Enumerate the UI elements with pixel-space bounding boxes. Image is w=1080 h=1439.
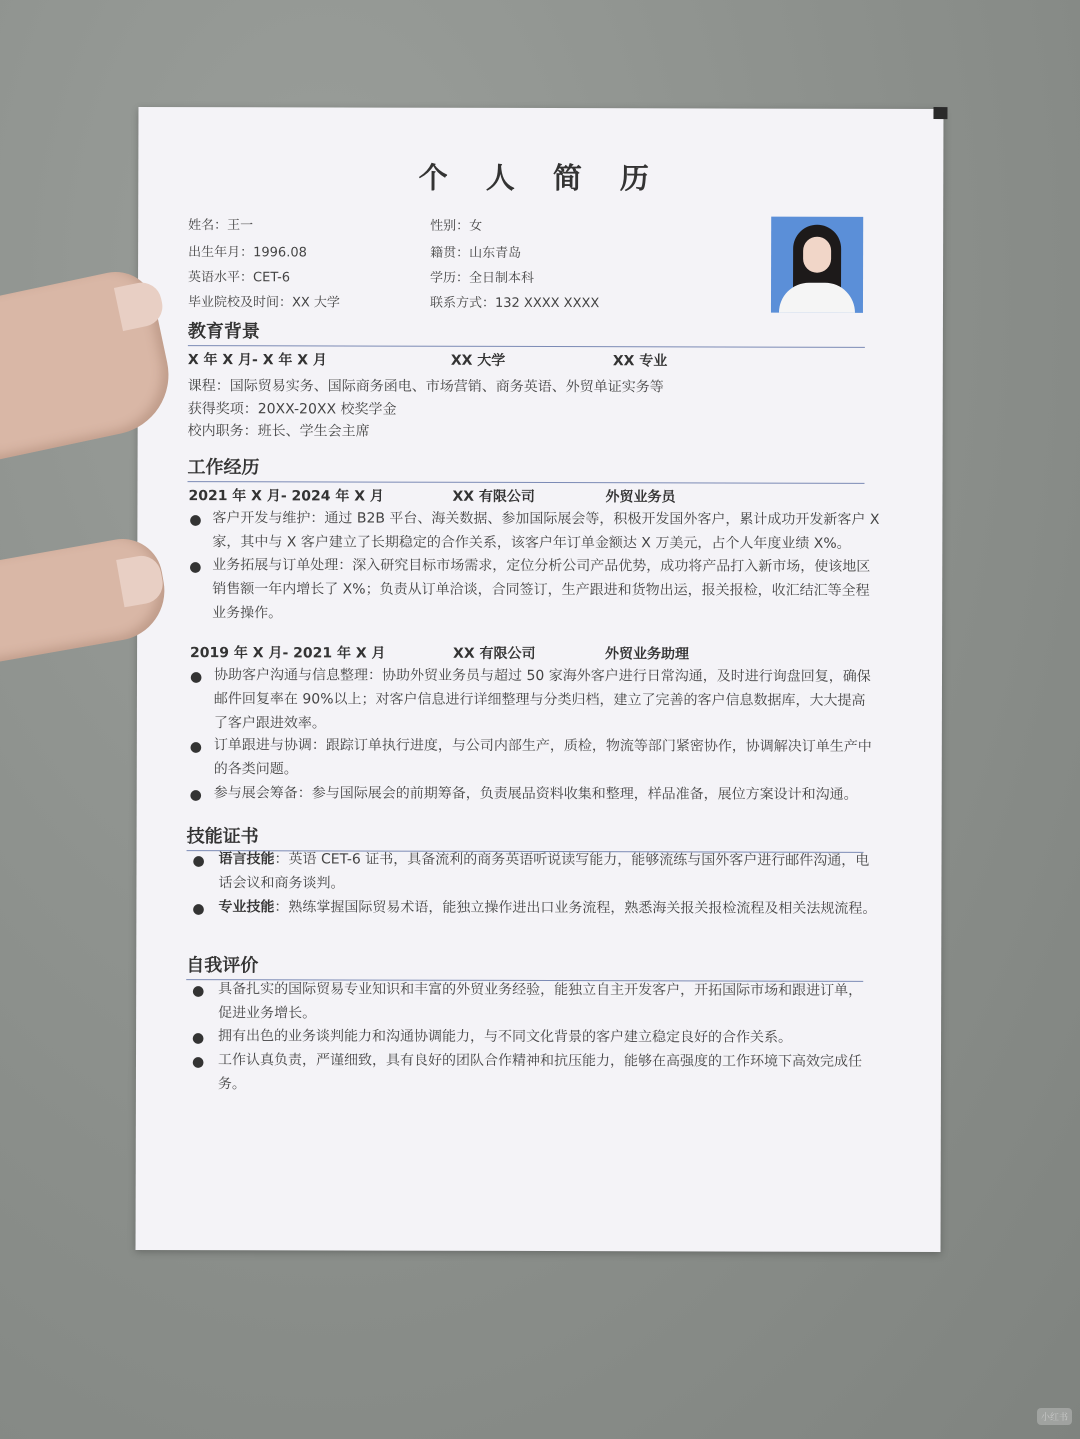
job2-company: XX 有限公司 <box>453 645 536 662</box>
info-gender: 性别：女 <box>430 218 483 234</box>
info-english: 英语水平：CET-6 <box>188 270 291 286</box>
watermark: 小红书 <box>1037 1408 1072 1425</box>
section-skills-heading: 技能证书 <box>187 822 864 853</box>
job1-company: XX 有限公司 <box>452 488 535 505</box>
bullet-dot: ● <box>192 853 205 870</box>
edu-school: XX 大学 <box>450 352 506 369</box>
page-title: 个 人 简 历 <box>418 160 663 196</box>
edu-roles: 校内职务：班长、学生会主席 <box>187 423 370 440</box>
job2-bullet1: 协助客户沟通与信息整理：协助外贸业务员与超过 50 家海外客户进行日常沟通，及时进行询盘回复，确保 邮件回复率在 90%以上；对客户信息进行详细整理与分类归档，建立了完善的客户信息数据库，大大提高 了客户跟进效率。 <box>213 667 871 732</box>
job2-bullet2: 订单跟进与协调：跟踪订单执行进度，与公司内部生产，质检，物流等部门紧密协作，协调解决订单生产中 的各类问题。 <box>213 737 872 778</box>
profile-photo <box>771 217 863 313</box>
bullet-dot: ● <box>189 787 202 804</box>
info-school: 毕业院校及时间：XX 大学 <box>187 295 340 311</box>
section-education-heading: 教育背景 <box>188 317 865 348</box>
info-birth: 出生年月：1996.08 <box>188 245 307 261</box>
bullet-dot: ● <box>189 559 202 576</box>
bullet-dot: ● <box>189 739 203 756</box>
paper-corner <box>933 107 947 119</box>
bullet-dot: ● <box>192 1030 205 1047</box>
info-contact: 联系方式：132 XXXX XXXX <box>429 295 600 312</box>
info-hometown: 籍贯：山东青岛 <box>430 245 522 261</box>
skill-professional: 专业技能：熟练掌握国际贸易术语，能独立操作进出口业务流程，熟悉海关报关报检流程及相关法规流程。 <box>218 899 877 917</box>
edu-period: X 年 X 月- X 年 X 月 <box>187 352 327 369</box>
self-eval-item3: 工作认真负责，严谨细致，具有良好的团队合作精神和抗压能力，能够在高强度的工作环境下高效完成任 务。 <box>217 1052 863 1093</box>
skill-language: 语言技能：英语 CET-6 证书，具备流利的商务英语听说读写能力，能够流练与国外客户进行邮件沟通，电 话会议和商务谈判。 <box>218 851 870 892</box>
job1-bullet2: 业务拓展与订单处理：深入研究目标市场需求，定位分析公司产品优势，成功将产品打入新市场，使该地区 销售额一年内增长了 X%；负责从订单洽谈，合同签订，生产跟进和货物出运，报关报检，收汇结汇等全程 业务操作。 <box>212 557 871 622</box>
bullet-dot: ● <box>189 512 202 529</box>
info-degree: 学历：全日制本科 <box>430 270 535 286</box>
bullet-dot: ● <box>192 983 205 1000</box>
info-name: 姓名：王一 <box>188 218 254 234</box>
section-self-eval-heading: 自我评价 <box>186 951 863 982</box>
bullet-dot: ● <box>192 901 205 918</box>
job2-position: 外贸业务助理 <box>605 646 690 663</box>
job2-period: 2019 年 X 月- 2021 年 X 月 <box>190 645 386 662</box>
section-work-heading: 工作经历 <box>188 453 865 484</box>
bullet-dot: ● <box>189 669 203 686</box>
job1-position: 外贸业务员 <box>605 489 676 506</box>
self-eval-item2: 拥有出色的业务谈判能力和沟通协调能力，与不同文化背景的客户建立稳定良好的合作关系。 <box>218 1028 793 1046</box>
edu-major: XX 专业 <box>612 353 668 370</box>
bullet-dot: ● <box>191 1054 205 1071</box>
job2-bullet3: 参与展会筹备：参与国际展会的前期筹备，负责展品资料收集和整理，样品准备，展位方案设计和沟通。 <box>213 785 858 803</box>
resume-paper <box>136 107 944 1252</box>
job1-bullet1: 客户开发与维护：通过 B2B 平台、海关数据、参加国际展会等，积极开发国外客户，累计成功开发新客户 X 家，其中与 X 客户建立了长期稳定的合作关系，该客户年订单金额达 X 万美元，占个人年度业绩 X%。 <box>212 510 880 552</box>
job1-period: 2021 年 X 月- 2024 年 X 月 <box>188 488 384 505</box>
self-eval-item1: 具备扎实的国际贸易专业知识和丰富的外贸业务经验，能独立自主开发客户，开拓国际市场和跟进订单， 促进业务增长。 <box>218 981 863 1022</box>
edu-courses: 课程：国际贸易实务、国际商务函电、市场营销、商务英语、外贸单证实务等 <box>187 378 664 396</box>
edu-awards: 获得奖项：20XX-20XX 校奖学金 <box>187 401 397 418</box>
